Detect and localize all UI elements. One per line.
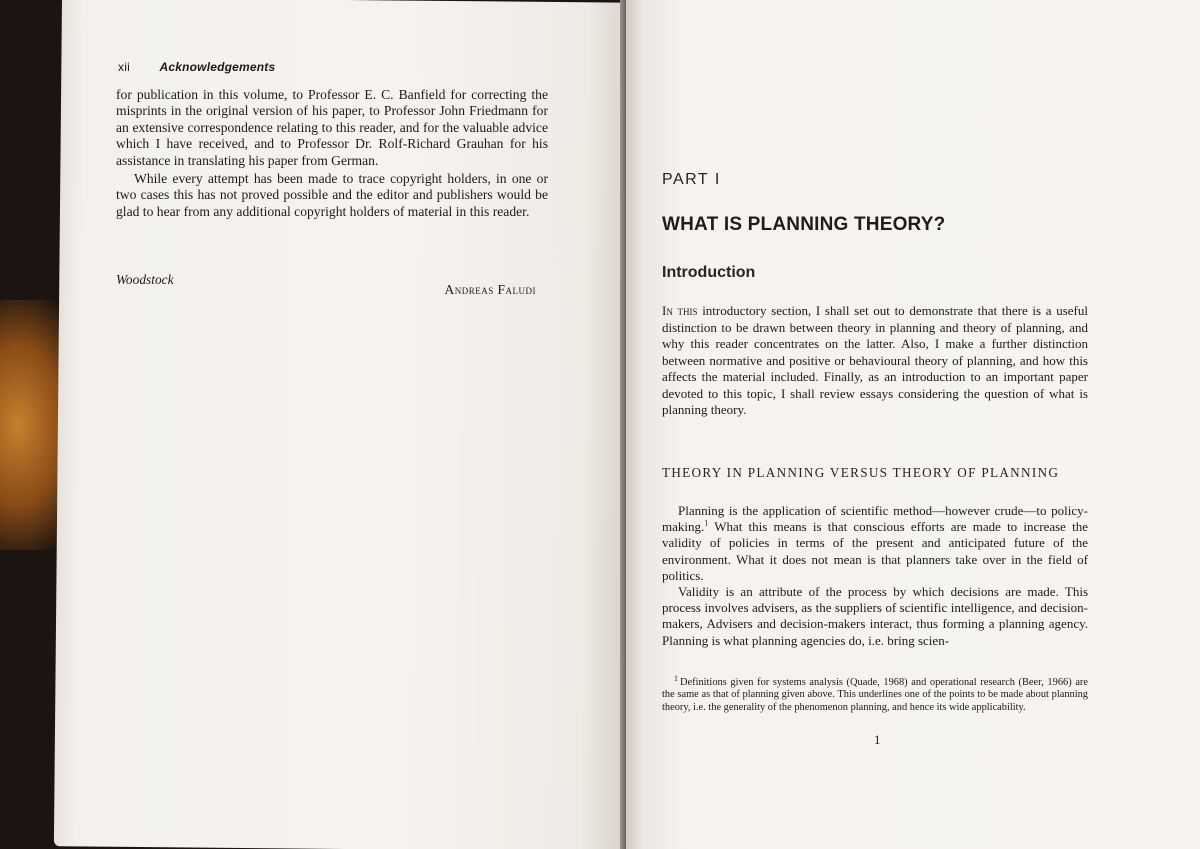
acknowledgements-paragraph: for publication in this volume, to Professor E. C. Banfield for correcting the misprints in the original version of his paper, to Professor John Friedmann for an extensive correspondence relating to this reader, and for the valuable advice which I have received, and to Professor Dr. Rolf-Richard Grauhan for his assistance in translating his paper from German. [116, 87, 548, 168]
section-paragraph-text: What this means is that conscious efforts are made to increase the validity of policies in terms of the present and anticipated future of the environment. What it does not mean is that planners take over in the field of politics. [662, 519, 1088, 583]
right-page [626, 0, 1200, 849]
signoff-author: Andreas Faludi [444, 282, 536, 297]
section-body [662, 503, 1088, 649]
footnote-text: Definitions given for systems analysis (Quade, 1968) and operational research (Beer, 1966) are the same as that of planning given above. This underlines one of the points to be made about planning theory, i.e. the generality of the phenomenon planning, and hence its wide applicability. [662, 677, 1088, 713]
running-head [118, 60, 275, 74]
introduction-heading: Introduction [662, 264, 756, 281]
section-paragraph [662, 503, 1088, 584]
section-paragraph: Validity is an attribute of the process by which decisions are made. This process involves advisers, as the suppliers of scientific intelligence, and decision-makers, Advisers and decision-makers interact, thus forming a planning agency. Planning is what planning agencies do, i.e. bring scien- [662, 584, 1088, 648]
running-head-page-number: xii [118, 60, 130, 74]
signoff-place: Woodstock [116, 272, 174, 287]
introduction-lead: In this [662, 303, 698, 318]
footnote-number: 1 [674, 673, 678, 683]
footnote-marker: 1 [704, 518, 709, 528]
acknowledgements-body [116, 87, 548, 220]
running-head-title: Acknowledgements [159, 60, 276, 74]
part-label: PART I [662, 171, 721, 188]
introduction-paragraph [662, 303, 1088, 419]
footnote [662, 673, 1088, 714]
introduction-text: introductory section, I shall set out to demonstrate that there is a useful distinction to be drawn between theory in planning and theory of planning, and why this reader concentrates on the latter. Also, I make a further distinction between normative and positive or behavioural theory of planning, and how this affects the material included. Finally, as an introduction to an important paper devoted to this topic, I shall review essays considering the question of what is planning theory. [662, 303, 1088, 417]
section-heading: THEORY IN PLANNING VERSUS THEORY OF PLANNING [662, 465, 1060, 480]
section-paragraph-text: Planning is the application of scientific method—however crude—to policy-making. [662, 503, 1088, 535]
signoff [116, 272, 536, 298]
acknowledgements-paragraph: While every attempt has been made to trace copyright holders, in one or two cases this has not proved possible and the editor and publishers would be glad to hear from any additional copyright holders of material in this reader. [116, 171, 548, 219]
page-number: 1 [874, 732, 881, 747]
part-title: WHAT IS PLANNING THEORY? [662, 214, 946, 235]
